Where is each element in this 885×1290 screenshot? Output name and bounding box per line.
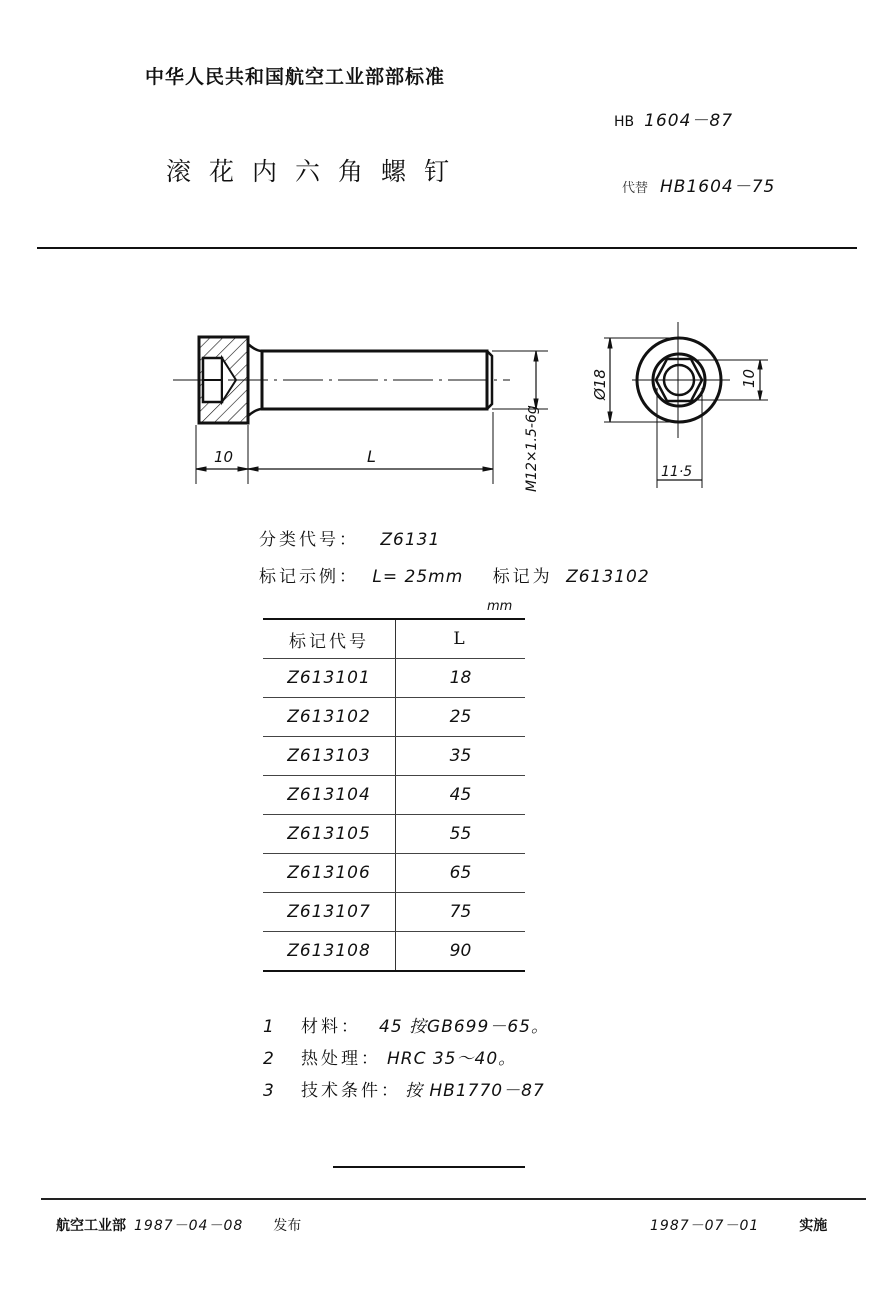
marking-example-label: 标记示例： xyxy=(259,567,359,587)
standard-number-value: 1604－87 xyxy=(644,111,734,131)
table-row xyxy=(263,932,525,972)
replaces-label: 代替 xyxy=(622,181,649,196)
cell-code: Z613104 xyxy=(263,776,396,815)
header-marking-code: 标记代号 xyxy=(263,619,396,659)
issue-date: 1987－04－08 xyxy=(134,1218,244,1234)
marking-result-label: 标记为 xyxy=(492,567,553,587)
table-row xyxy=(263,854,525,893)
footer-effective xyxy=(650,1215,827,1235)
dim-hex-corner: 11·5 xyxy=(661,464,693,480)
cell-code: Z613107 xyxy=(263,893,396,932)
note-heat-treatment: 2 热处理： HRC 35～40。 xyxy=(263,1049,517,1069)
standard-prefix: HB xyxy=(614,114,635,130)
dim-hex-width: 10 xyxy=(740,368,758,388)
dim-head-diameter: Ø18 xyxy=(591,369,609,400)
technical-notes xyxy=(263,1012,549,1108)
table-header-row xyxy=(263,619,525,659)
cell-length: 25 xyxy=(396,698,526,737)
cell-code: Z613102 xyxy=(263,698,396,737)
classification-value: Z6131 xyxy=(380,530,441,550)
table-row xyxy=(263,815,525,854)
cell-code: Z613106 xyxy=(263,854,396,893)
note-technical-conditions: 3 技术条件： 按 HB1770－87 xyxy=(263,1081,545,1101)
marking-example-line xyxy=(259,562,650,587)
table-row xyxy=(263,776,525,815)
footer-divider xyxy=(41,1198,866,1200)
footer-issue xyxy=(56,1215,301,1235)
issue-label: 发布 xyxy=(273,1218,302,1234)
organization-title: 中华人民共和国航空工业部部标准 xyxy=(145,66,446,88)
cell-length: 90 xyxy=(396,932,526,972)
table-row xyxy=(263,659,525,698)
dim-head-length: 10 xyxy=(214,448,234,466)
marking-result-value: Z613102 xyxy=(566,567,650,587)
issuer: 航空工业部 xyxy=(56,1218,126,1234)
table-row xyxy=(263,698,525,737)
effective-label: 实施 xyxy=(799,1218,828,1234)
cell-code: Z613105 xyxy=(263,815,396,854)
cell-length: 65 xyxy=(396,854,526,893)
cell-length: 75 xyxy=(396,893,526,932)
classification-label: 分类代号： xyxy=(259,530,359,550)
end-divider xyxy=(333,1166,525,1168)
screw-technical-drawing xyxy=(0,0,885,500)
cell-length: 35 xyxy=(396,737,526,776)
cell-code: Z613101 xyxy=(263,659,396,698)
table-row xyxy=(263,737,525,776)
table-row xyxy=(263,893,525,932)
cell-code: Z613103 xyxy=(263,737,396,776)
cell-length: 55 xyxy=(396,815,526,854)
classification-line xyxy=(259,525,440,550)
replaces-number: HB1604－75 xyxy=(660,177,776,197)
cell-code: Z613108 xyxy=(263,932,396,972)
note-material: 1 材料： 45 按GB699－65。 xyxy=(263,1017,549,1037)
document-title: 滚花内六角螺钉 xyxy=(166,157,468,186)
cell-length: 18 xyxy=(396,659,526,698)
effective-date: 1987－07－01 xyxy=(650,1218,760,1234)
marking-table xyxy=(263,618,525,972)
dim-length: L xyxy=(367,447,376,466)
dim-thread-spec: M12×1.5-6g xyxy=(524,405,540,492)
table-unit: mm xyxy=(487,599,513,614)
header-length: L xyxy=(396,619,526,659)
cell-length: 45 xyxy=(396,776,526,815)
marking-example-condition: L= 25mm xyxy=(372,567,464,587)
